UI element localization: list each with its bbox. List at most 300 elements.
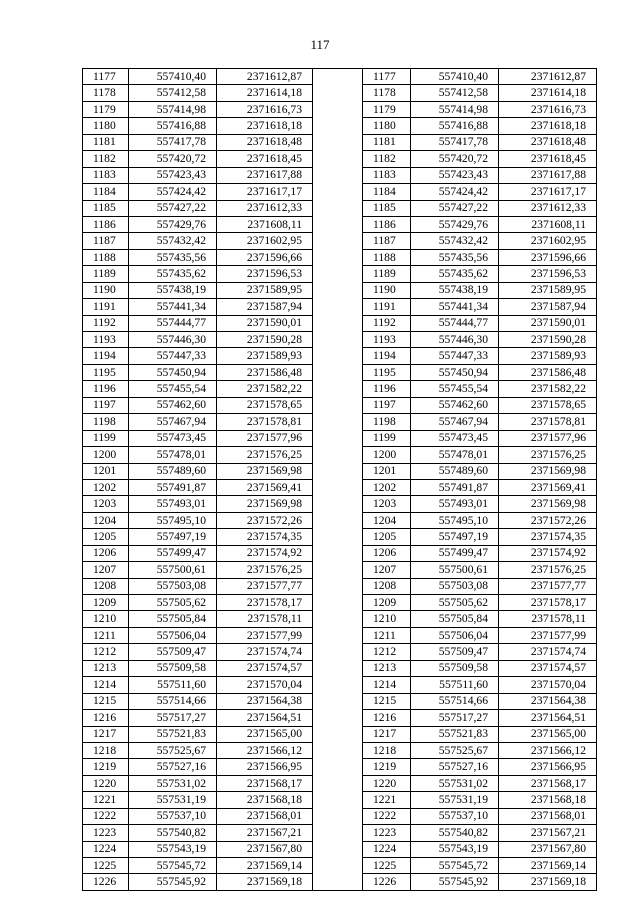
right-x-coordinate: 557412,58 [411,85,499,101]
column-gap [313,430,363,446]
left-y-coordinate: 2371566,95 [217,759,313,775]
right-point-number: 1179 [363,101,411,117]
left-y-coordinate: 2371569,14 [217,858,313,874]
table-row [83,562,597,578]
table-row [83,463,597,479]
right-x-coordinate: 557531,19 [411,792,499,808]
right-y-coordinate: 2371567,21 [499,825,597,841]
left-y-coordinate: 2371570,04 [217,677,313,693]
right-point-number: 1192 [363,315,411,331]
column-gap [313,397,363,413]
left-point-number: 1212 [83,644,129,660]
right-point-number: 1199 [363,430,411,446]
column-gap [313,496,363,512]
left-point-number: 1194 [83,348,129,364]
left-y-coordinate: 2371582,22 [217,381,313,397]
left-point-number: 1217 [83,726,129,742]
left-y-coordinate: 2371564,38 [217,693,313,709]
left-y-coordinate: 2371572,26 [217,512,313,528]
column-gap [313,69,363,85]
right-point-number: 1190 [363,282,411,298]
left-y-coordinate: 2371616,73 [217,101,313,117]
right-x-coordinate: 557505,62 [411,595,499,611]
left-point-number: 1187 [83,233,129,249]
table-row [83,85,597,101]
right-point-number: 1215 [363,693,411,709]
left-point-number: 1211 [83,627,129,643]
column-gap [313,101,363,117]
right-point-number: 1183 [363,167,411,183]
column-gap [313,825,363,841]
right-x-coordinate: 557505,84 [411,611,499,627]
left-x-coordinate: 557537,10 [129,808,217,824]
column-gap [313,381,363,397]
right-y-coordinate: 2371564,38 [499,693,597,709]
left-point-number: 1193 [83,332,129,348]
column-gap [313,874,363,890]
table-row [83,200,597,216]
right-point-number: 1221 [363,792,411,808]
table-body [83,69,597,891]
left-x-coordinate: 557414,98 [129,101,217,117]
right-y-coordinate: 2371582,22 [499,381,597,397]
column-gap [313,479,363,495]
table-row [83,627,597,643]
left-point-number: 1201 [83,463,129,479]
left-point-number: 1179 [83,101,129,117]
left-x-coordinate: 557531,02 [129,775,217,791]
left-x-coordinate: 557543,19 [129,841,217,857]
left-x-coordinate: 557462,60 [129,397,217,413]
right-x-coordinate: 557473,45 [411,430,499,446]
column-gap [313,216,363,232]
left-y-coordinate: 2371574,74 [217,644,313,660]
column-gap [313,364,363,380]
right-y-coordinate: 2371569,14 [499,858,597,874]
left-y-coordinate: 2371602,95 [217,233,313,249]
right-point-number: 1184 [363,184,411,200]
right-x-coordinate: 557545,72 [411,858,499,874]
left-x-coordinate: 557540,82 [129,825,217,841]
table-row [83,742,597,758]
left-y-coordinate: 2371574,57 [217,660,313,676]
table-row [83,249,597,265]
table-row [83,184,597,200]
right-point-number: 1220 [363,775,411,791]
left-y-coordinate: 2371578,65 [217,397,313,413]
left-y-coordinate: 2371589,95 [217,282,313,298]
right-point-number: 1219 [363,759,411,775]
left-point-number: 1184 [83,184,129,200]
table-row [83,775,597,791]
left-x-coordinate: 557435,56 [129,249,217,265]
left-x-coordinate: 557506,04 [129,627,217,643]
table-row [83,233,597,249]
left-y-coordinate: 2371576,25 [217,447,313,463]
right-y-coordinate: 2371574,57 [499,660,597,676]
table-row [83,151,597,167]
left-x-coordinate: 557447,33 [129,348,217,364]
column-gap [313,315,363,331]
table-row [83,397,597,413]
right-point-number: 1186 [363,216,411,232]
column-gap [313,167,363,183]
table-row [83,118,597,134]
left-y-coordinate: 2371587,94 [217,299,313,315]
left-y-coordinate: 2371614,18 [217,85,313,101]
left-y-coordinate: 2371617,88 [217,167,313,183]
left-y-coordinate: 2371590,01 [217,315,313,331]
right-point-number: 1224 [363,841,411,857]
table-row [83,726,597,742]
right-x-coordinate: 557438,19 [411,282,499,298]
right-y-coordinate: 2371568,17 [499,775,597,791]
coordinates-table [82,68,597,891]
right-x-coordinate: 557540,82 [411,825,499,841]
right-y-coordinate: 2371576,25 [499,562,597,578]
table-row [83,841,597,857]
column-gap [313,710,363,726]
left-point-number: 1203 [83,496,129,512]
left-y-coordinate: 2371617,17 [217,184,313,200]
column-gap [313,775,363,791]
left-point-number: 1182 [83,151,129,167]
left-y-coordinate: 2371618,48 [217,134,313,150]
right-y-coordinate: 2371578,11 [499,611,597,627]
right-x-coordinate: 557467,94 [411,414,499,430]
left-y-coordinate: 2371578,11 [217,611,313,627]
column-gap [313,134,363,150]
right-point-number: 1201 [363,463,411,479]
column-gap [313,595,363,611]
left-x-coordinate: 557424,42 [129,184,217,200]
table-row [83,414,597,430]
column-gap [313,660,363,676]
left-x-coordinate: 557412,58 [129,85,217,101]
right-y-coordinate: 2371616,73 [499,101,597,117]
right-point-number: 1188 [363,249,411,265]
column-gap [313,627,363,643]
right-y-coordinate: 2371568,01 [499,808,597,824]
page-number: 117 [310,37,330,52]
right-point-number: 1208 [363,578,411,594]
table-row [83,479,597,495]
right-point-number: 1206 [363,545,411,561]
column-gap [313,858,363,874]
right-y-coordinate: 2371564,51 [499,710,597,726]
table-row [83,595,597,611]
left-y-coordinate: 2371596,53 [217,266,313,282]
column-gap [313,118,363,134]
right-y-coordinate: 2371586,48 [499,364,597,380]
left-y-coordinate: 2371590,28 [217,332,313,348]
column-gap [313,677,363,693]
left-y-coordinate: 2371565,00 [217,726,313,742]
right-y-coordinate: 2371589,93 [499,348,597,364]
left-x-coordinate: 557493,01 [129,496,217,512]
table-row [83,216,597,232]
left-x-coordinate: 557509,47 [129,644,217,660]
right-y-coordinate: 2371590,28 [499,332,597,348]
column-gap [313,348,363,364]
right-y-coordinate: 2371578,17 [499,595,597,611]
left-x-coordinate: 557450,94 [129,364,217,380]
left-point-number: 1213 [83,660,129,676]
left-x-coordinate: 557441,34 [129,299,217,315]
column-gap [313,200,363,216]
table-row [83,315,597,331]
left-point-number: 1181 [83,134,129,150]
table-row [83,710,597,726]
left-x-coordinate: 557545,92 [129,874,217,890]
table-row [83,578,597,594]
left-y-coordinate: 2371577,77 [217,578,313,594]
left-y-coordinate: 2371568,17 [217,775,313,791]
right-point-number: 1225 [363,858,411,874]
right-x-coordinate: 557509,58 [411,660,499,676]
column-gap [313,266,363,282]
left-point-number: 1205 [83,529,129,545]
right-x-coordinate: 557410,40 [411,69,499,85]
table-row [83,496,597,512]
right-point-number: 1226 [363,874,411,890]
right-y-coordinate: 2371596,53 [499,266,597,282]
right-x-coordinate: 557503,08 [411,578,499,594]
right-y-coordinate: 2371577,77 [499,578,597,594]
column-gap [313,447,363,463]
table-row [83,134,597,150]
left-y-coordinate: 2371569,18 [217,874,313,890]
left-y-coordinate: 2371574,35 [217,529,313,545]
right-point-number: 1214 [363,677,411,693]
right-point-number: 1195 [363,364,411,380]
right-y-coordinate: 2371565,00 [499,726,597,742]
left-x-coordinate: 557499,47 [129,545,217,561]
column-gap [313,611,363,627]
right-y-coordinate: 2371608,11 [499,216,597,232]
left-y-coordinate: 2371567,80 [217,841,313,857]
right-x-coordinate: 557497,19 [411,529,499,545]
left-y-coordinate: 2371576,25 [217,562,313,578]
column-gap [313,512,363,528]
right-point-number: 1211 [363,627,411,643]
table-row [83,693,597,709]
column-gap [313,545,363,561]
right-x-coordinate: 557450,94 [411,364,499,380]
right-point-number: 1181 [363,134,411,150]
column-gap [313,332,363,348]
left-point-number: 1219 [83,759,129,775]
column-gap [313,562,363,578]
left-point-number: 1218 [83,742,129,758]
left-x-coordinate: 557514,66 [129,693,217,709]
column-gap [313,759,363,775]
column-gap [313,249,363,265]
right-y-coordinate: 2371574,35 [499,529,597,545]
right-x-coordinate: 557537,10 [411,808,499,824]
table-row [83,266,597,282]
left-x-coordinate: 557423,43 [129,167,217,183]
right-y-coordinate: 2371574,74 [499,644,597,660]
left-point-number: 1195 [83,364,129,380]
table-row [83,808,597,824]
left-x-coordinate: 557517,27 [129,710,217,726]
left-x-coordinate: 557427,22 [129,200,217,216]
table-row [83,69,597,85]
right-y-coordinate: 2371578,65 [499,397,597,413]
right-y-coordinate: 2371569,98 [499,463,597,479]
right-y-coordinate: 2371569,98 [499,496,597,512]
left-point-number: 1186 [83,216,129,232]
column-gap [313,463,363,479]
left-point-number: 1220 [83,775,129,791]
right-point-number: 1223 [363,825,411,841]
left-point-number: 1226 [83,874,129,890]
left-x-coordinate: 557473,45 [129,430,217,446]
right-y-coordinate: 2371572,26 [499,512,597,528]
right-y-coordinate: 2371617,88 [499,167,597,183]
left-x-coordinate: 557416,88 [129,118,217,134]
right-point-number: 1189 [363,266,411,282]
column-gap [313,742,363,758]
left-x-coordinate: 557420,72 [129,151,217,167]
left-y-coordinate: 2371612,33 [217,200,313,216]
right-point-number: 1185 [363,200,411,216]
right-point-number: 1207 [363,562,411,578]
right-y-coordinate: 2371569,18 [499,874,597,890]
left-x-coordinate: 557503,08 [129,578,217,594]
table-row [83,529,597,545]
right-point-number: 1178 [363,85,411,101]
right-x-coordinate: 557478,01 [411,447,499,463]
right-point-number: 1202 [363,479,411,495]
right-y-coordinate: 2371618,18 [499,118,597,134]
right-y-coordinate: 2371574,92 [499,545,597,561]
right-x-coordinate: 557514,66 [411,693,499,709]
left-y-coordinate: 2371589,93 [217,348,313,364]
left-point-number: 1209 [83,595,129,611]
left-point-number: 1189 [83,266,129,282]
left-y-coordinate: 2371578,17 [217,595,313,611]
column-gap [313,841,363,857]
right-x-coordinate: 557427,22 [411,200,499,216]
left-point-number: 1199 [83,430,129,446]
left-y-coordinate: 2371567,21 [217,825,313,841]
left-y-coordinate: 2371608,11 [217,216,313,232]
table-row [83,759,597,775]
left-x-coordinate: 557467,94 [129,414,217,430]
left-point-number: 1225 [83,858,129,874]
right-point-number: 1204 [363,512,411,528]
left-x-coordinate: 557505,62 [129,595,217,611]
left-y-coordinate: 2371596,66 [217,249,313,265]
left-point-number: 1221 [83,792,129,808]
column-gap [313,644,363,660]
left-x-coordinate: 557455,54 [129,381,217,397]
left-y-coordinate: 2371612,87 [217,69,313,85]
right-x-coordinate: 557495,10 [411,512,499,528]
left-point-number: 1191 [83,299,129,315]
left-point-number: 1192 [83,315,129,331]
left-point-number: 1178 [83,85,129,101]
table-row [83,874,597,890]
left-point-number: 1196 [83,381,129,397]
right-x-coordinate: 557527,16 [411,759,499,775]
right-point-number: 1217 [363,726,411,742]
right-y-coordinate: 2371576,25 [499,447,597,463]
right-point-number: 1194 [363,348,411,364]
right-y-coordinate: 2371612,87 [499,69,597,85]
column-gap [313,578,363,594]
left-y-coordinate: 2371577,96 [217,430,313,446]
left-point-number: 1224 [83,841,129,857]
right-x-coordinate: 557447,33 [411,348,499,364]
right-y-coordinate: 2371590,01 [499,315,597,331]
column-gap [313,529,363,545]
table-row [83,167,597,183]
right-point-number: 1180 [363,118,411,134]
left-x-coordinate: 557446,30 [129,332,217,348]
table-row [83,101,597,117]
right-y-coordinate: 2371618,48 [499,134,597,150]
right-y-coordinate: 2371617,17 [499,184,597,200]
left-point-number: 1190 [83,282,129,298]
left-x-coordinate: 557525,67 [129,742,217,758]
left-point-number: 1222 [83,808,129,824]
left-x-coordinate: 557531,19 [129,792,217,808]
column-gap [313,85,363,101]
left-y-coordinate: 2371568,18 [217,792,313,808]
right-x-coordinate: 557444,77 [411,315,499,331]
left-point-number: 1188 [83,249,129,265]
right-point-number: 1177 [363,69,411,85]
right-point-number: 1191 [363,299,411,315]
right-point-number: 1193 [363,332,411,348]
left-point-number: 1214 [83,677,129,693]
right-point-number: 1212 [363,644,411,660]
right-y-coordinate: 2371567,80 [499,841,597,857]
table-row [83,792,597,808]
right-x-coordinate: 557511,60 [411,677,499,693]
right-x-coordinate: 557435,56 [411,249,499,265]
right-x-coordinate: 557420,72 [411,151,499,167]
left-point-number: 1197 [83,397,129,413]
left-point-number: 1185 [83,200,129,216]
right-y-coordinate: 2371566,95 [499,759,597,775]
right-point-number: 1182 [363,151,411,167]
right-x-coordinate: 557446,30 [411,332,499,348]
left-x-coordinate: 557491,87 [129,479,217,495]
right-y-coordinate: 2371596,66 [499,249,597,265]
left-point-number: 1223 [83,825,129,841]
table-row [83,545,597,561]
right-x-coordinate: 557500,61 [411,562,499,578]
left-x-coordinate: 557509,58 [129,660,217,676]
right-x-coordinate: 557543,19 [411,841,499,857]
table-row [83,348,597,364]
table-row [83,512,597,528]
left-y-coordinate: 2371569,98 [217,463,313,479]
left-x-coordinate: 557410,40 [129,69,217,85]
table-row [83,611,597,627]
right-x-coordinate: 557416,88 [411,118,499,134]
left-point-number: 1216 [83,710,129,726]
column-gap [313,693,363,709]
left-y-coordinate: 2371564,51 [217,710,313,726]
left-x-coordinate: 557432,42 [129,233,217,249]
left-x-coordinate: 557497,19 [129,529,217,545]
left-point-number: 1202 [83,479,129,495]
